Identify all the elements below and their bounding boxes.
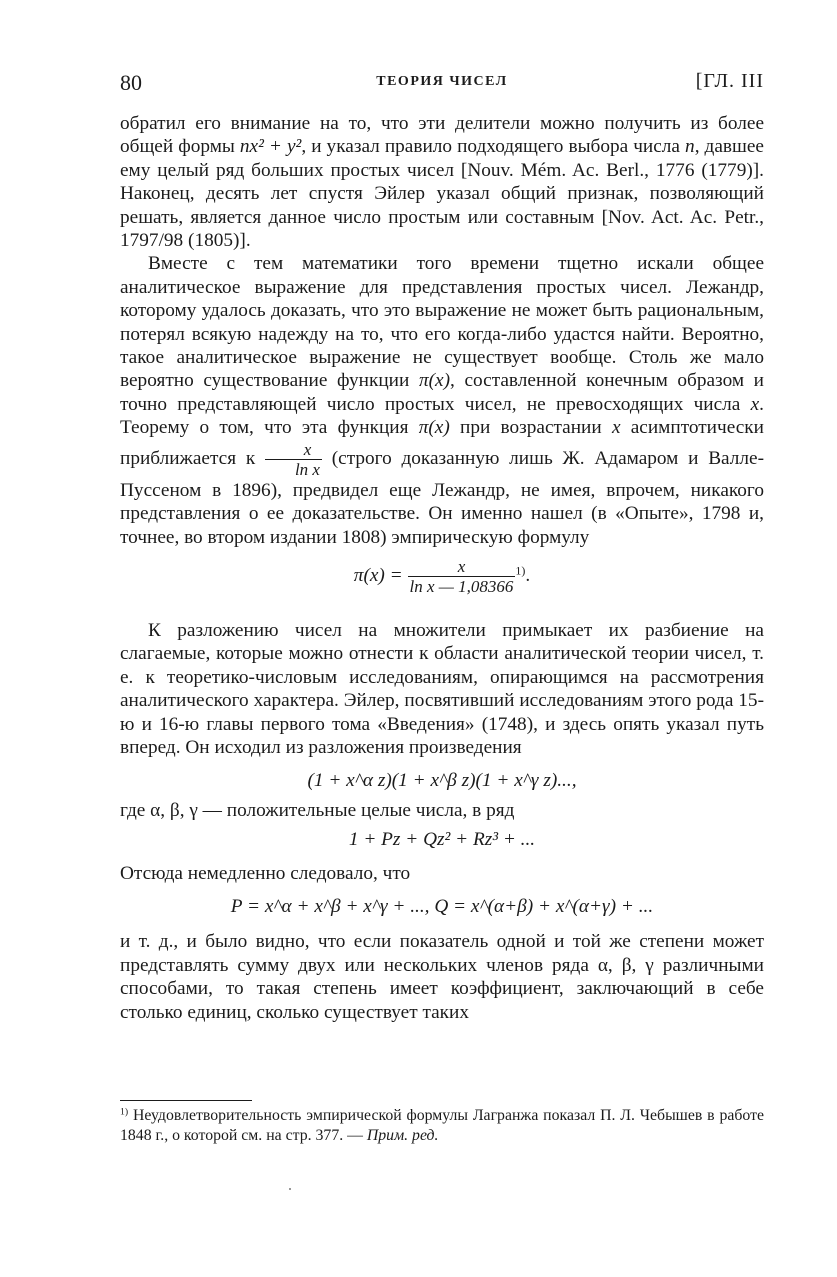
main-text (120, 112, 764, 1024)
footnote (120, 1106, 764, 1146)
formula-lhs: π(x) = (353, 564, 403, 586)
text-run: , давшее ему целый ряд больших простых чисел [Nouv. Mém. Ac. Berl., 1776 (1779)]. Наконец, десять лет спустя Эйлер указал общий признак, позволяющий решать, является данное число простым или составным [Nov. Act. Ac. Petr., 1797/98 (1805)]. (120, 136, 764, 252)
formula-period: . (525, 564, 531, 586)
math-x: x (611, 417, 621, 439)
product-formula: (1 + x^α z)(1 + x^β z)(1 + x^γ z)..., (307, 770, 577, 792)
series-formula: 1 + Pz + Qz² + Rz³ + ... (348, 829, 536, 851)
text-run: обратил его внимание на то, что эти делители можно получить из более общей формы (120, 113, 764, 158)
paragraph-4: где α, β, γ — положительные целые числа, в ряд (120, 799, 515, 821)
text-run: . Теорему о том, что эта функция (120, 393, 764, 439)
footnote-attribution: Прим. ред. (366, 1127, 439, 1144)
asymptotic-fraction (265, 440, 322, 479)
math-n: n (685, 136, 695, 158)
chapter-label: [ГЛ. III (695, 70, 764, 92)
math-pi-x: π(x) (418, 370, 451, 392)
text-run: , составленной конечным образом и точно представляющей число простых чисел, не превосходящих числа (120, 370, 764, 415)
legendre-formula (120, 557, 764, 603)
text-run: асимптотически приближается к (120, 417, 764, 469)
math-x: x (750, 393, 760, 415)
footnote-text: Неудовлетворительность эмпирической формулы Лагранжа показал П. Л. Чебышев в работе 1848 г., о которой см. на стр. 377. — (120, 1107, 764, 1144)
running-title: ТЕОРИЯ ЧИСЕЛ (376, 74, 508, 89)
paragraph-1 (120, 112, 764, 252)
fraction-denominator: ln x — 1,08366 (409, 576, 514, 596)
paragraph-2 (120, 252, 764, 548)
paragraph-3: К разложению чисел на множители примыкает их разбиение на слагаемые, которые можно отнести к области аналитической теории чисел, т. е. к теоретико-числовым исследованиям, опирающимся на рассмотрения аналитического характера. Эйлер, посвятивший исследованиям этого рода 15-ю и 16-ю главы первого тома «Введения» (1748), и здесь опять указал путь вперед. Он исходил из разложения произведения (120, 619, 764, 758)
text-run: , и указал правило подходящего выбора числа (301, 136, 686, 158)
page-number: 80 (120, 70, 142, 95)
text-run: Вместе с тем математики того времени тщетно искали общее аналитическое выражение для представления простых чисел. Лежандр, которому удалось доказать, что это выражение не может быть рациональным, потерял всякую надежду на то, что его когда-либо удастся найти. Вероятно, такое аналитическое выражение не существует вообще. Столь же мало вероятно существование функции (120, 253, 764, 392)
coefficient-formula: P = x^α + x^β + x^γ + ..., Q = x^(α+β) + x^(α+γ) + ... (230, 895, 654, 917)
footnote-ref: 1) (515, 563, 526, 578)
legendre-fraction (408, 557, 516, 596)
print-speck (289, 1188, 291, 1190)
math-form: nx² + y² (239, 136, 302, 158)
fraction-numerator: x (457, 556, 466, 576)
paragraph-6: и т. д., и было видно, что если показатель одной и той же степени может представлять сумму двух или нескольких членов ряда α, β, γ различными способами, то такая степень имеет коэффициент, заключающий в себе столько единиц, сколько существует таких (120, 931, 764, 1023)
running-header (120, 70, 764, 100)
text-run: (строго доказанную лишь Ж. Адамаром и Валле-Пуссеном в 1896), предвидел еще Лежандр, не имея, впрочем, никакого представления о ее доказательстве. Он именно нашел (в «Опыте», 1798 и, точнее, во втором издании 1808) эмпирическую формулу (120, 447, 764, 548)
text-run: при возрастании (449, 417, 612, 439)
footnote-marker: 1) (120, 1106, 129, 1118)
fraction-denominator: ln x (265, 459, 322, 479)
paragraph-5: Отсюда немедленно следовало, что (120, 862, 411, 884)
math-pi-x: π(x) (418, 417, 450, 439)
footnote-rule (120, 1100, 252, 1101)
fraction-numerator: x (303, 439, 312, 459)
